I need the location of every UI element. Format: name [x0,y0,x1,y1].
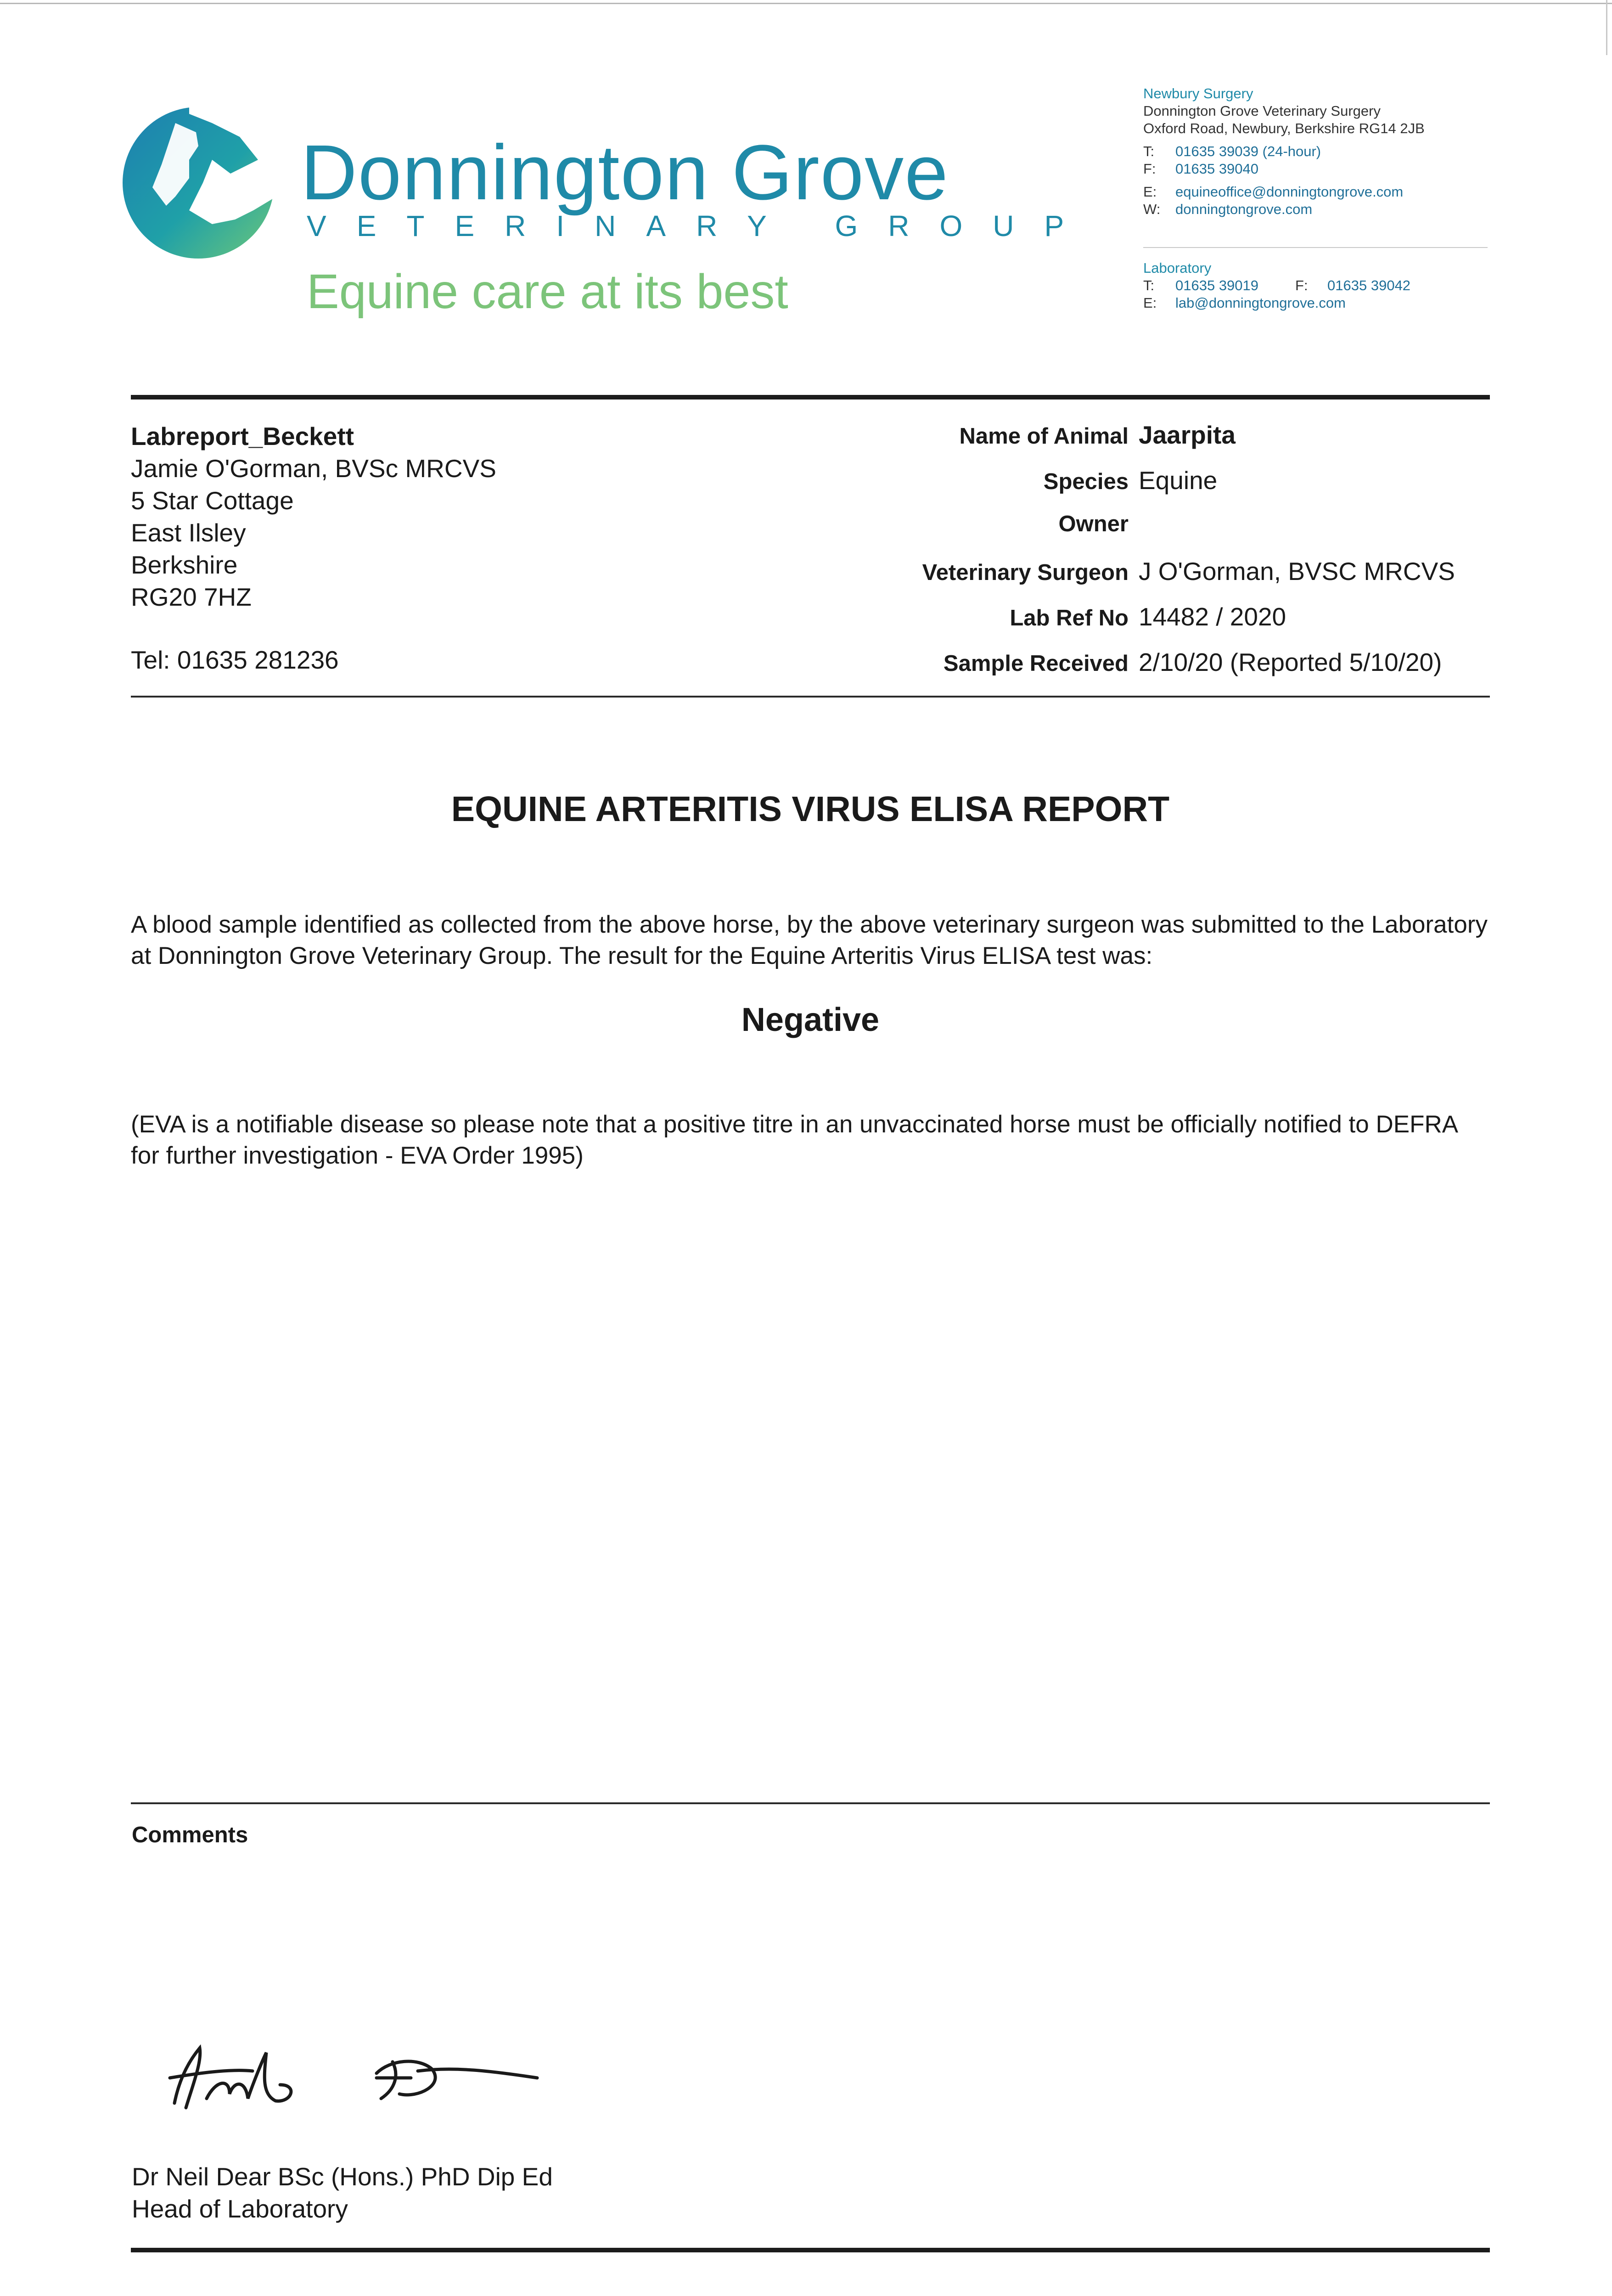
lab-heading: Laboratory [1143,260,1212,276]
phone-line: T: 01635 39039 (24-hour) [1143,143,1321,159]
scan-edge [1606,0,1607,55]
address-line: 5 Star Cottage [131,486,294,515]
recipient-tel: Tel: 01635 281236 [131,646,339,674]
divider [131,395,1490,400]
address-line: East Ilsley [131,518,246,547]
surgery-name: Donnington Grove Veterinary Surgery [1143,103,1381,119]
info-label: Species [1043,469,1129,494]
divider [131,2248,1490,2252]
signer-block [132,2161,553,2225]
signature [161,2034,574,2119]
contact-block [1143,85,1425,218]
lab-phone-value: 01635 39019 [1175,277,1259,293]
info-label: Veterinary Surgeon [922,560,1129,585]
brand-name: Donnington Grove [301,129,949,216]
lab-phone-line: T: 01635 39019 F: 01635 39042 [1143,277,1411,293]
brand-subtitle: VETERINARY GROUP [307,209,1095,242]
surgery-address: Oxford Road, Newbury, Berkshire RG14 2JB [1143,120,1425,136]
scan-edge [0,3,1612,4]
report-intro: A blood sample identified as collected from the above horse, by the above veterinary surgeon was submitted to the Laboratory at Donnington Grove Veterinary Group. The result for the Equine Arteritis Virus ELISA test was: [131,911,1488,969]
web-line: W: donningtongrove.com [1143,201,1313,217]
lab-ref-value: 14482 / 2020 [1139,602,1286,631]
info-label: Sample Received [943,651,1129,676]
vet-value: J O'Gorman, BVSC MRCVS [1139,557,1455,585]
postcode: RG20 7HZ [131,583,252,611]
sample-received-value: 2/10/20 (Reported 5/10/20) [1139,648,1442,676]
divider [131,696,1490,698]
info-row [781,602,1497,647]
report-reference: Labreport_Beckett [131,422,354,450]
report-title: EQUINE ARTERITIS VIRUS ELISA REPORT [451,789,1170,829]
report-note: (EVA is a notifiable disease so please note that a positive titre in an unvaccinated horse must be officially notified to DEFRA for further investigation - EVA Order 1995) [131,1111,1457,1169]
fax-value: 01635 39040 [1175,161,1259,177]
info-row [781,466,1497,511]
signer-title: Head of Laboratory [132,2195,348,2223]
divider [131,1802,1490,1804]
surgery-heading: Newbury Surgery [1143,85,1253,101]
lab-email-line: E: lab@donningtongrove.com [1143,295,1346,311]
lab-fax-value: 01635 39042 [1327,277,1411,293]
info-row [781,511,1497,557]
comments-label: Comments [132,1823,248,1847]
lab-contact-block [1143,259,1410,312]
phone-value: 01635 39039 (24-hour) [1175,143,1321,159]
test-result: Negative [741,1002,880,1038]
info-label: Name of Animal [959,424,1129,449]
email-link[interactable]: equineoffice@donningtongrove.com [1175,184,1404,200]
info-label: Owner [1058,512,1129,536]
email-line: E: equineoffice@donningtongrove.com [1143,184,1404,200]
animal-name: Jaarpita [1139,421,1236,449]
divider [1143,247,1488,248]
address-line: Berkshire [131,551,238,579]
info-row [781,647,1497,693]
info-row [781,557,1497,602]
lab-email-link[interactable]: lab@donningtongrove.com [1175,295,1346,311]
info-label: Lab Ref No [1010,606,1129,630]
recipient-name: Jamie O'Gorman, BVSc MRCVS [131,454,496,483]
signer-name: Dr Neil Dear BSc (Hons.) PhD Dip Ed [132,2162,553,2191]
info-row [781,420,1497,466]
horse-head-logo-icon [120,105,276,263]
recipient-address [131,420,496,613]
tagline: Equine care at its best [307,264,788,319]
web-link[interactable]: donningtongrove.com [1175,201,1313,217]
fax-line: F: 01635 39040 [1143,161,1259,177]
species-value: Equine [1139,466,1218,495]
animal-info [781,420,1497,693]
